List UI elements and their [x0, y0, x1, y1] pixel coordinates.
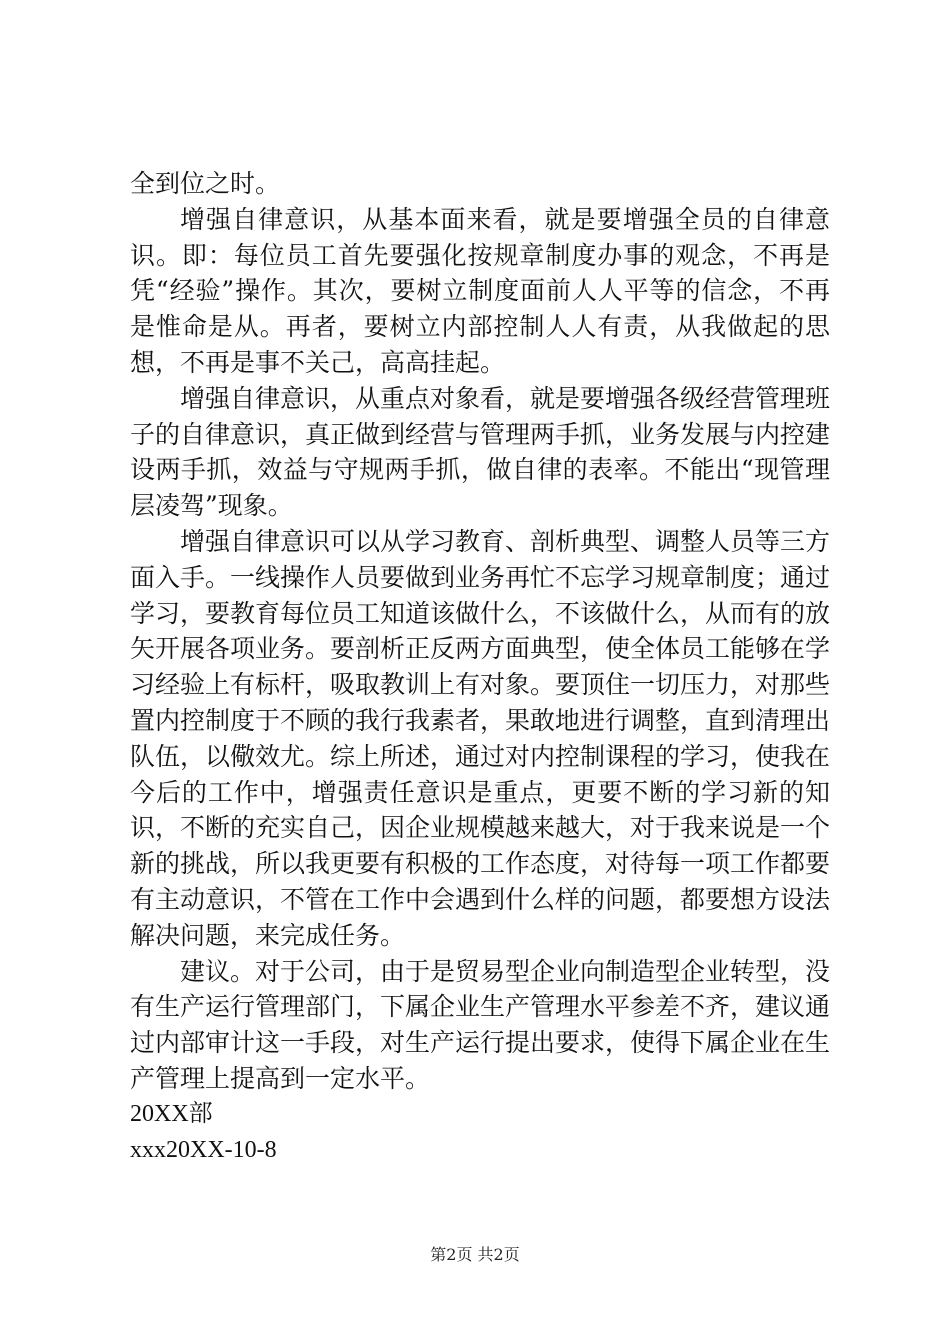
paragraph-self-discipline-methods: 增强自律意识可以从学习教育、剖析典型、调整人员等三方面入手。一线操作人员要做到业务再忙不忘学习规章制度；通过学习，要教育每位员工知道该做什么，不该做什么，从而有的放矢开展各项业务。要剖析正反两方面典型，使全体员工能够在学习经验上有标杆，吸取教训上有对象。要顶住一切压力，对那些置内控制度于不顾的我行我素者，果敢地进行调整，直到清理出队伍，以儆效尤。综上所述，通过对内控制课程的学习，使我在今后的工作中，增强责任意识是重点，更要不断的学习新的知识，不断的充实自己，因企业规模越来越大，对于我来说是一个新的挑战，所以我更要有积极的工作态度，对待每一项工作都要有主动意识，不管在工作中会遇到什么样的问题，都要想方设法解决问题，来完成任务。: [130, 526, 831, 950]
paragraph-self-discipline-management: 增强自律意识，从重点对象看，就是要增强各级经营管理班子的自律意识，真正做到经营与管理两手抓，业务发展与内控建设两手抓，效益与守规两手抓，做自律的表率。不能出“现管理层凌驾”现象。: [130, 383, 831, 521]
document-body: [130, 166, 830, 1168]
page-footer: 第2页 共2页: [430, 1245, 520, 1264]
paragraph-suggestion: 建议。对于公司，由于是贸易型企业向制造型企业转型，没有生产运行管理部门，下属企业生产管理水平参差不齐，建议通过内部审计这一手段，对生产运行提出要求，使得下属企业在生产管理上提高到一定水平。: [130, 956, 831, 1093]
paragraph-self-discipline-basics: 增强自律意识，从基本面来看，就是要增强全员的自律意识。即：每位员工首先要强化按规章制度办事的观念，不再是凭“经验”操作。其次，要树立制度面前人人平等的信念，不再是惟命是从。再者，要树立内部控制人人有责，从我做起的思想，不再是事不关己，高高挂起。: [130, 204, 830, 377]
signature-department: 20XX部: [130, 1100, 213, 1127]
paragraph-continuation: 全到位之时。: [130, 169, 281, 198]
signature-name-date: xxx20XX-10-8: [130, 1136, 277, 1163]
